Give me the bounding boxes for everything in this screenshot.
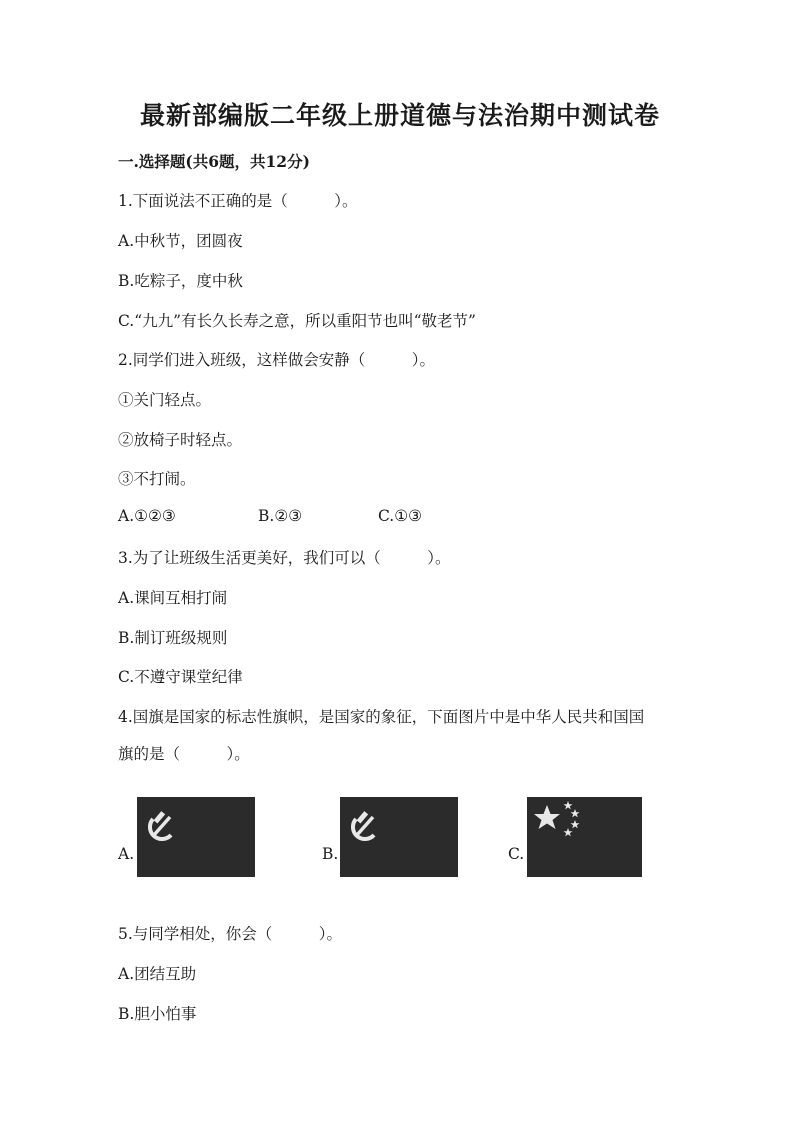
question-3-option-b: B.制订班级规则 [118, 629, 228, 647]
question-2-option-c: C.①③ [378, 507, 423, 525]
question-1-option-b: B.吃粽子，度中秋 [118, 272, 243, 290]
flag-option-c-label: C. [508, 845, 525, 863]
question-2-stem: 2.同学们进入班级，这样做会安静（ ）。 [118, 351, 436, 369]
question-1-stem: 1.下面说法不正确的是（ ）。 [118, 192, 358, 210]
question-2-statement-1: ①关门轻点。 [118, 391, 212, 409]
question-2-option-a: A.①②③ [118, 507, 176, 525]
section-heading: 一.选择题(共6题，共12分) [118, 152, 310, 171]
question-2-option-b: B.②③ [258, 507, 303, 525]
five-star-flag-icon [527, 797, 642, 877]
question-1-option-c: C.“九九”有长久长寿之意，所以重阳节也叫“敬老节” [118, 312, 476, 330]
question-2-statement-3: ③不打闹。 [118, 470, 196, 488]
hammer-sickle-flag-icon [137, 797, 255, 877]
question-2-statement-2: ②放椅子时轻点。 [118, 431, 243, 449]
question-5-option-b: B.胆小怕事 [118, 1005, 197, 1023]
question-4-stem-line-2: 旗的是（ ）。 [118, 745, 250, 763]
question-3-option-c: C.不遵守课堂纪律 [118, 668, 243, 686]
question-4-stem-line-1: 4.国旗是国家的标志性旗帜，是国家的象征，下面图片中是中华人民共和国国 [118, 708, 645, 726]
question-5-option-a: A.团结互助 [118, 965, 197, 983]
flag-option-b-label: B. [322, 845, 339, 863]
hammer-sickle-flag-icon [340, 797, 458, 877]
question-5-stem: 5.与同学相处，你会（ ）。 [118, 925, 343, 943]
page-title: 最新部编版二年级上册道德与法治期中测试卷 [139, 101, 660, 130]
question-3-stem: 3.为了让班级生活更美好，我们可以（ ）。 [118, 549, 451, 567]
question-3-option-a: A.课间互相打闹 [118, 589, 228, 607]
question-1-option-a: A.中秋节，团圆夜 [118, 232, 243, 250]
flag-option-a-label: A. [118, 845, 135, 863]
